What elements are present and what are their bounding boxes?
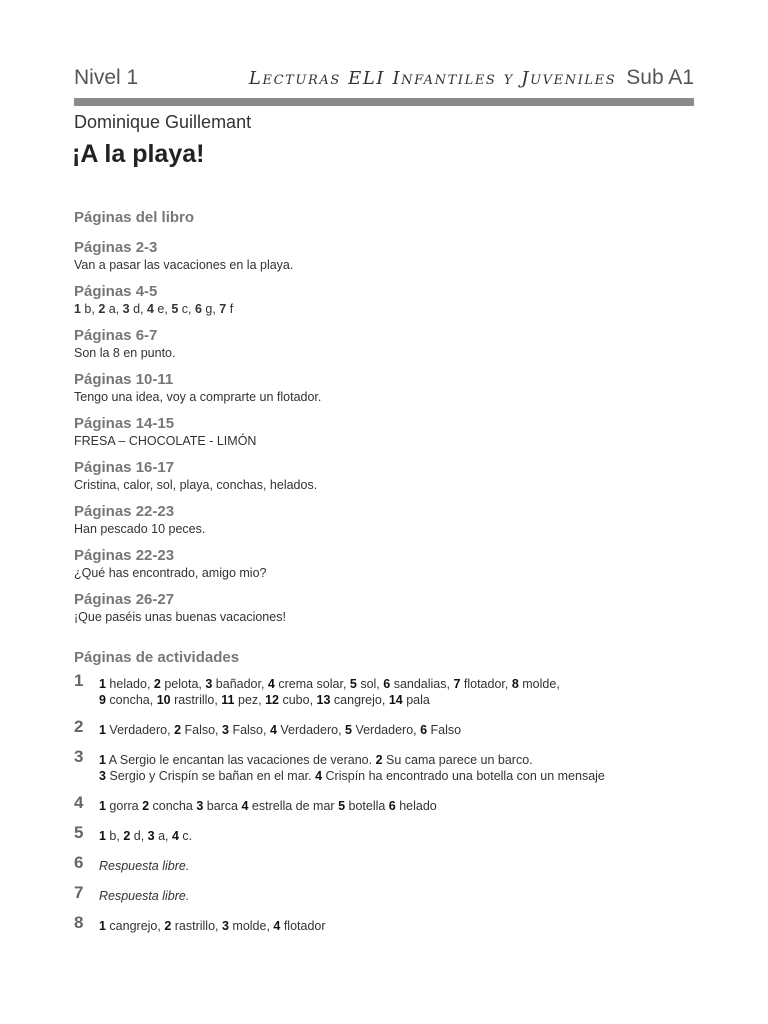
entry-title: Páginas 26-27 [74, 591, 175, 608]
entry-text: ¡Que paséis unas buenas vacaciones! [74, 610, 286, 624]
activity-item [74, 823, 694, 844]
activity-answer-line: 9 concha, 10 rastrillo, 11 pez, 12 cubo, 13 cangrejo, 14 pala [99, 693, 430, 707]
activity-answer-line: 1 A Sergio le encantan las vacaciones de verano. 2 Su cama parece un barco. [99, 753, 533, 767]
activities-heading: Páginas de actividades [74, 649, 240, 666]
entry-text: Han pescado 10 peces. [74, 522, 206, 536]
entry-text: 1 b, 2 a, 3 d, 4 e, 5 c, 6 g, 7 f [74, 302, 234, 316]
book-page-entry [74, 370, 694, 406]
book-page-entry [74, 238, 694, 274]
entry-title: Páginas 10-11 [74, 371, 174, 388]
entry-title: Páginas 14-15 [74, 415, 175, 432]
activity-number: 8 [74, 913, 84, 932]
activity-answer-line: Respuesta libre. [99, 859, 190, 873]
activity-answer-line: 1 b, 2 d, 3 a, 4 c. [99, 829, 193, 843]
activity-number: 3 [74, 747, 84, 766]
activity-answer-line: 1 cangrejo, 2 rastrillo, 3 molde, 4 flotador [99, 919, 326, 933]
entry-text: FRESA – CHOCOLATE - LIMÓN [74, 434, 257, 448]
author-name: Dominique Guillemant [74, 112, 252, 132]
entry-text: ¿Qué has encontrado, amigo mio? [74, 566, 267, 580]
entry-text: Tengo una idea, voy a comprarte un flotador. [74, 390, 322, 404]
activity-item [74, 913, 694, 934]
book-pages-heading: Páginas del libro [74, 209, 195, 226]
activity-number: 2 [74, 717, 84, 736]
level-label: Nivel 1 [74, 66, 139, 89]
entry-title: Páginas 2-3 [74, 239, 158, 256]
activity-number: 6 [74, 853, 84, 872]
entry-title: Páginas 22-23 [74, 503, 175, 520]
entry-title: Páginas 22-23 [74, 547, 175, 564]
activity-number: 7 [74, 883, 84, 902]
activity-number: 1 [74, 671, 84, 690]
entry-title: Páginas 16-17 [74, 459, 175, 476]
book-page-entry [74, 282, 694, 318]
book-pages-list [74, 238, 694, 626]
activity-item [74, 717, 694, 738]
activity-number: 4 [74, 793, 84, 812]
activity-number: 5 [74, 823, 84, 842]
book-page-entry [74, 590, 694, 626]
activities-list [74, 671, 694, 934]
entry-title: Páginas 6-7 [74, 327, 158, 344]
activity-item [74, 793, 694, 814]
activities-section [74, 648, 694, 948]
series-title: Lecturas ELI Infantiles y Juveniles [248, 68, 617, 89]
header-divider [74, 98, 694, 106]
activity-answer-line: 1 helado, 2 pelota, 3 bañador, 4 crema solar, 5 sol, 6 sandalias, 7 flotador, 8 molde, [99, 677, 560, 691]
book-page-entry [74, 458, 694, 494]
book-page-entry [74, 326, 694, 362]
activity-answer-line: 1 Verdadero, 2 Falso, 3 Falso, 4 Verdadero, 5 Verdadero, 6 Falso [99, 723, 462, 737]
book-page-entry [74, 502, 694, 538]
activity-answer-line: 1 gorra 2 concha 3 barca 4 estrella de mar 5 botella 6 helado [99, 799, 437, 813]
activity-item [74, 883, 694, 904]
activity-answer-line: 3 Sergio y Crispín se bañan en el mar. 4 Crispín ha encontrado una botella con un mensaje [99, 769, 605, 783]
activity-item [74, 671, 694, 708]
book-page-entry [74, 546, 694, 582]
activity-item [74, 747, 694, 784]
book-pages-section [74, 208, 694, 634]
activity-answer-line: Respuesta libre. [99, 889, 190, 903]
entry-text: Son la 8 en punto. [74, 346, 176, 360]
activity-item [74, 853, 694, 874]
entry-text: Cristina, calor, sol, playa, conchas, helados. [74, 478, 318, 492]
sublevel-label: Sub A1 [626, 66, 694, 89]
page-header [74, 66, 694, 94]
series-group [249, 66, 694, 90]
book-page-entry [74, 414, 694, 450]
entry-text: Van a pasar las vacaciones en la playa. [74, 258, 294, 272]
entry-title: Páginas 4-5 [74, 283, 158, 300]
book-title: ¡A la playa! [72, 140, 205, 168]
